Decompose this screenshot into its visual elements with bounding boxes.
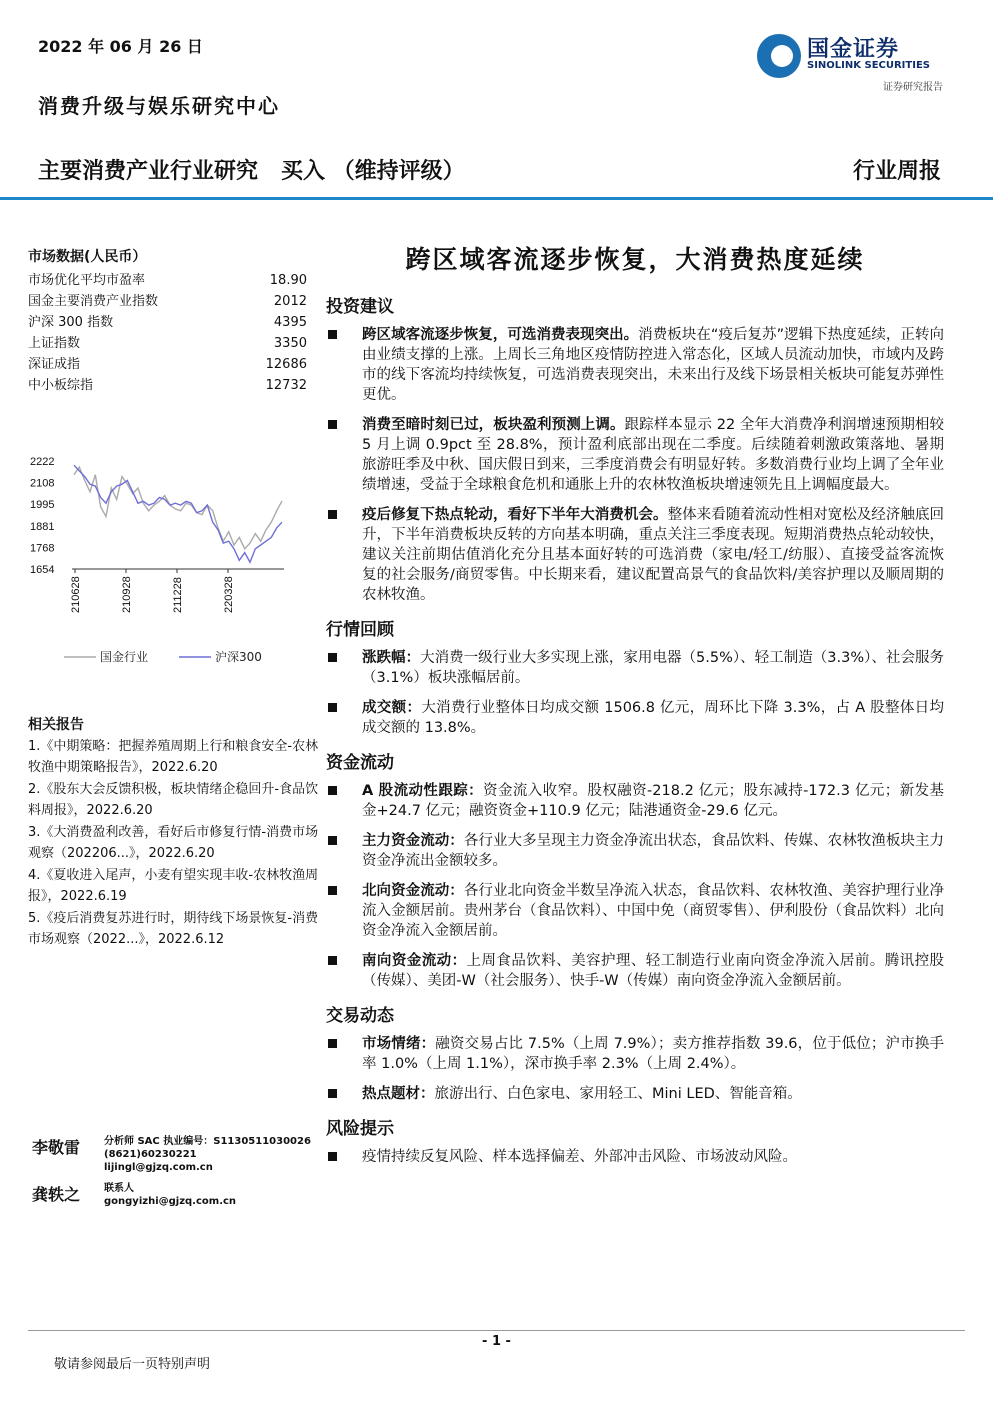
market-label: 国金主要消费产业指数 xyxy=(28,294,159,309)
bullet-text: 跟踪样本显示 22 全年大消费净利润增速预期相较 5 月上调 0.9pct 至 28.8%，预计盈利底部出现在二季度。后续随着刺激政策落地、暑期旅游旺季及中秋、国庆假日到来，三季度消费会有明显好转。多数消费行业均上调了全年业绩增速，受益于全球粮食危机和通胀上升的农林牧渔板块增速领先且上调幅度最大。 xyxy=(362,417,945,493)
analyst-line: (8621)60230221 xyxy=(104,1149,197,1160)
x-tick-label: 210928 xyxy=(121,576,133,613)
bullet-text: 融资交易占比 7.5%（上周 7.9%）；卖方推荐指数 39.6，位于低位；沪市换手率 1.0%（上周 1.1%），深市换手率 2.3%（上周 2.4%）。 xyxy=(362,1036,945,1072)
bullet-text: 消费板块在“疫后复苏”逻辑下热度延续，正转向由业绩支撑的上涨。上周长三角地区疫情防控进入常态化，区域人员流动加快，市域内及跨市的线下客流均持续恢复，可选消费表现突出，未来出行及线下场景相关板块可能复苏弹性更优。 xyxy=(362,327,944,403)
bullet-text: 各行业北向资金半数呈净流入状态，食品饮料、农林牧渔、美容护理行业净流入金额居前。贵州茅台（食品饮料）、中国中免（商贸零售）、伊利股份（食品饮料）北向资金净流入金额居前。 xyxy=(362,883,944,939)
series-line xyxy=(74,467,282,549)
bullet-square-icon xyxy=(328,653,337,662)
market-label: 深证成指 xyxy=(28,357,81,372)
market-value: 3350 xyxy=(273,336,307,351)
logo-en: SINOLINK SECURITIES xyxy=(807,60,930,71)
logo-icon xyxy=(757,34,801,78)
analyst-block xyxy=(32,1135,322,1216)
bullet-item xyxy=(326,415,944,495)
header-rule xyxy=(0,197,993,200)
section-title: 交易动态 xyxy=(326,1006,394,1026)
bullet-item xyxy=(326,951,944,991)
related-item: 4.《夏收进入尾声，小麦有望实现丰收-农林牧渔周报》，2022.6.19 xyxy=(28,868,319,904)
y-tick-label: 2222 xyxy=(30,456,55,468)
bullet-lead: 成交额： xyxy=(362,700,422,716)
x-tick-label: 220328 xyxy=(223,576,235,613)
bullet-lead: 市场情绪： xyxy=(362,1036,436,1052)
bullet-item xyxy=(326,698,944,738)
bullet-square-icon xyxy=(328,330,337,339)
page-number: - 1 - xyxy=(482,1334,511,1349)
logo-cn: 国金证券 xyxy=(807,37,900,62)
bullet-text: 资金流入收窄。股权融资-218.2 亿元；股东减持-172.3 亿元；新发基金+24.7 亿元；融资资金+110.9 亿元；陆港通资金-29.6 亿元。 xyxy=(362,783,944,819)
report-subtitle: 主要消费产业行业研究 买入 （维持评级） xyxy=(38,159,465,184)
market-value: 18.90 xyxy=(269,273,307,288)
market-value: 12686 xyxy=(265,357,307,372)
y-tick-label: 2108 xyxy=(30,477,55,490)
analyst-info xyxy=(104,1182,236,1208)
bullet-text: 大消费一级行业大多实现上涨，家用电器（5.5%）、轻工制造（3.3%）、社会服务（3.1%）板块涨幅居前。 xyxy=(362,650,944,686)
analyst-line: 联系人 xyxy=(104,1183,134,1194)
legend-label: 国金行业 xyxy=(100,650,149,664)
bullet-square-icon xyxy=(328,836,337,845)
index-chart-svg xyxy=(28,448,318,673)
bullet-item xyxy=(326,1084,944,1104)
bullet-square-icon xyxy=(328,703,337,712)
footer-rule xyxy=(28,1330,965,1331)
bullet-lead: 热点题材： xyxy=(362,1086,435,1102)
bullet-square-icon xyxy=(328,786,337,795)
market-row xyxy=(28,291,313,312)
bullet-item xyxy=(326,831,944,871)
bullet-text: 大消费行业整体日均成交额 1506.8 亿元，周环比下降 3.3%，占 A 股整体日均成交额的 13.8%。 xyxy=(362,700,944,736)
bullet-square-icon xyxy=(328,1152,337,1161)
related-title: 相关报告 xyxy=(28,717,84,733)
market-label: 市场优化平均市盈率 xyxy=(28,273,146,288)
market-label: 中小板综指 xyxy=(28,378,94,393)
bullet-square-icon xyxy=(328,886,337,895)
bullet-lead: 涨跌幅： xyxy=(362,650,421,666)
bullet-lead: 疫后修复下热点轮动，看好下半年大消费机会。 xyxy=(362,507,668,523)
market-value: 12732 xyxy=(265,378,307,393)
report-date: 2022 年 06 月 26 日 xyxy=(38,37,203,56)
market-row xyxy=(28,333,313,354)
headline: 跨区域客流逐步恢复，大消费热度延续 xyxy=(405,245,865,274)
related-item: 1.《中期策略：把握养殖周期上行和粮食安全-农林牧渔中期策略报告》，2022.6.20 xyxy=(28,739,319,775)
x-tick-label: 210628 xyxy=(70,576,82,613)
bullet-lead: 主力资金流动： xyxy=(362,833,464,849)
bullet-text: 各行业大多呈现主力资金净流出状态，食品饮料、传媒、农林牧渔板块主力资金净流出金额较多。 xyxy=(362,833,944,869)
market-label: 沪深 300 指数 xyxy=(28,315,114,330)
index-chart xyxy=(28,448,318,673)
market-row xyxy=(28,375,313,396)
y-tick-label: 1995 xyxy=(30,499,55,512)
analyst-name: 龚轶之 xyxy=(32,1185,81,1204)
section-title: 资金流动 xyxy=(326,753,394,773)
bullet-lead: 南向资金流动： xyxy=(362,953,467,969)
analyst-row xyxy=(32,1135,322,1174)
bullet-square-icon xyxy=(328,1089,337,1098)
market-data xyxy=(28,246,313,396)
bullet-lead: 跨区域客流逐步恢复，可选消费表现突出。 xyxy=(362,327,639,343)
bullet-square-icon xyxy=(328,420,337,429)
bullet-text: 疫情持续反复风险、样本选择偏差、外部冲击风险、市场波动风险。 xyxy=(362,1149,797,1165)
bullet-text: 整体来看随着流动性相对宽松及经济触底回升，下半年消费板块反转的方向基本明确，重点关注三季度表现。短期消费热点轮动较快，建议关注前期估值消化充分且基本面好转的可选消费（家电/轻工/纺服）、直接受益客流恢复的社会服务/商贸零售。中长期来看，建议配置高景气的食品饮料/美容护理以及顺周期的农林牧渔。 xyxy=(362,507,944,603)
analyst-line: lijingl@gjzq.com.cn xyxy=(104,1162,213,1173)
y-tick-label: 1654 xyxy=(30,564,55,576)
analyst-line: gongyizhi@gjzq.com.cn xyxy=(104,1196,237,1207)
analyst-info xyxy=(104,1135,311,1174)
bullet-text: 上周食品饮料、美容护理、轻工制造行业南向资金净流入居前。腾讯控股（传媒）、美团-W（社会服务）、快手-W（传媒）南向资金净流入金额居前。 xyxy=(362,953,945,989)
market-data-title: 市场数据(人民币） xyxy=(28,249,147,265)
market-label: 上证指数 xyxy=(28,336,81,351)
related-item: 2.《股东大会反馈积极，板块情绪企稳回升-食品饮料周报》，2022.6.20 xyxy=(28,782,319,818)
section-title: 行情回顾 xyxy=(326,620,394,640)
main-content xyxy=(326,236,944,1177)
analyst-row xyxy=(32,1182,322,1208)
bullet-item xyxy=(326,1034,944,1074)
market-value: 2012 xyxy=(273,294,307,309)
report-type: 行业周报 xyxy=(852,158,941,184)
section-title: 投资建议 xyxy=(326,297,394,317)
bullet-item xyxy=(326,881,944,941)
bullet-item xyxy=(326,505,944,605)
bullet-item xyxy=(326,1147,944,1167)
bullet-item xyxy=(326,648,944,688)
bullet-lead: A 股流动性跟踪： xyxy=(362,783,484,799)
section-title: 风险提示 xyxy=(326,1119,394,1139)
related-item: 5.《疫后消费复苏进行时，期待线下场景恢复-消费市场观察（2022...》，2022.6.12 xyxy=(28,911,319,947)
legend-label: 沪深300 xyxy=(215,650,262,664)
bullet-text: 旅游出行、白色家电、家用轻工、Mini LED、智能音箱。 xyxy=(434,1086,802,1102)
market-row xyxy=(28,270,313,291)
y-tick-label: 1881 xyxy=(30,520,55,533)
y-tick-label: 1768 xyxy=(30,542,55,555)
disclaimer: 敬请参阅最后一页特别声明 xyxy=(54,1357,211,1372)
bullet-item xyxy=(326,781,944,821)
research-center: 消费升级与娱乐研究中心 xyxy=(38,94,280,118)
market-row xyxy=(28,354,313,375)
bullet-item xyxy=(326,325,944,405)
bullet-square-icon xyxy=(328,510,337,519)
bullet-square-icon xyxy=(328,956,337,965)
analyst-line: 分析师 SAC 执业编号：S1130511030026 xyxy=(104,1136,311,1147)
company-logo xyxy=(757,30,947,96)
x-tick-label: 211228 xyxy=(172,577,184,613)
market-row xyxy=(28,312,313,333)
bullet-lead: 消费至暗时刻已过，板块盈利预测上调。 xyxy=(362,417,625,433)
related-item: 3.《大消费盈利改善，看好后市修复行情-消费市场观察（202206...》，2022.6.20 xyxy=(28,825,319,861)
bullet-square-icon xyxy=(328,1039,337,1048)
related-list xyxy=(28,736,320,951)
logo-sub: 证券研究报告 xyxy=(883,82,943,93)
bullet-lead: 北向资金流动： xyxy=(362,883,464,899)
analyst-name: 李敬雷 xyxy=(32,1138,81,1157)
market-value: 4395 xyxy=(273,315,307,330)
